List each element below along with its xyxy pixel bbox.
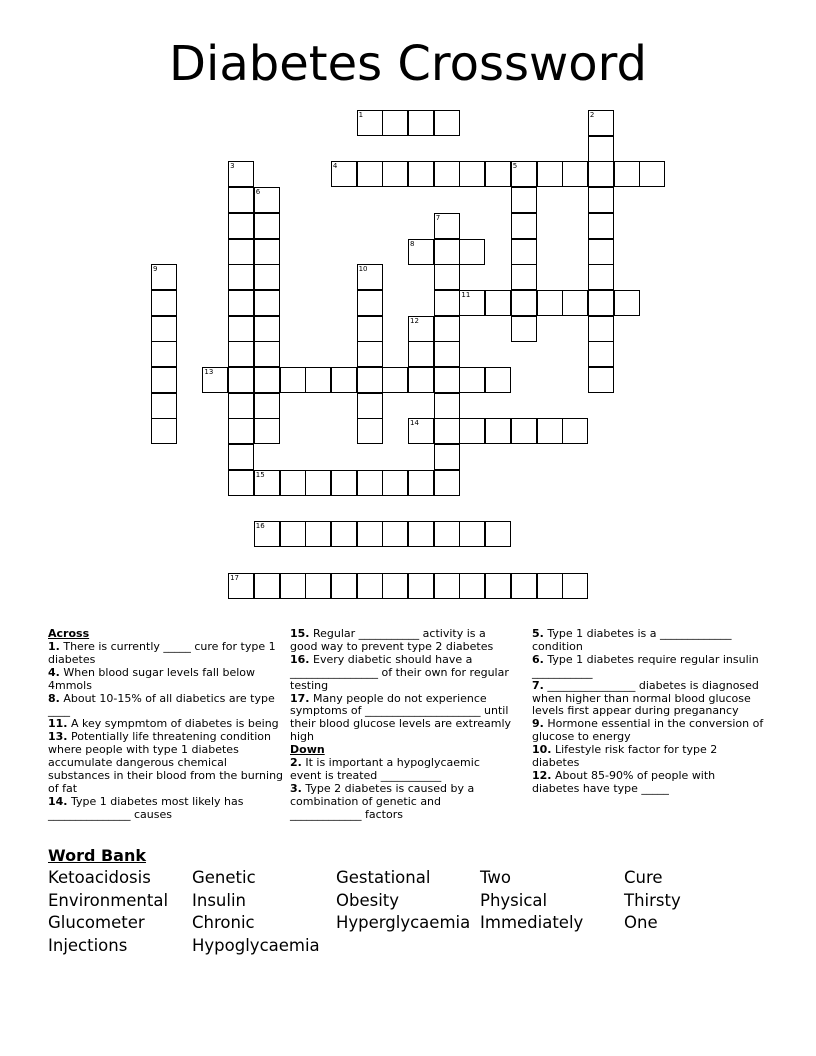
clue-number: 4.: [48, 665, 60, 679]
crossword-cell[interactable]: [485, 573, 511, 599]
clue-down-7: [532, 680, 764, 719]
crossword-cell[interactable]: [331, 573, 357, 599]
cell-number: 6: [255, 188, 261, 197]
crossword-cell[interactable]: [588, 264, 614, 290]
crossword-cell[interactable]: [459, 521, 485, 547]
crossword-cell[interactable]: [254, 418, 280, 444]
crossword-cell[interactable]: [305, 367, 331, 393]
clue-number: 9.: [532, 717, 544, 731]
crossword-cell[interactable]: [408, 239, 434, 265]
word-bank-item: Glucometer: [48, 913, 145, 933]
crossword-cell[interactable]: [357, 393, 383, 419]
clue-number: 16.: [290, 652, 310, 666]
crossword-cell[interactable]: [357, 521, 383, 547]
crossword-cell[interactable]: [382, 521, 408, 547]
cell-number: 2: [589, 111, 595, 119]
clue-down-10: [532, 744, 764, 770]
crossword-cell[interactable]: [408, 161, 434, 187]
crossword-cell[interactable]: [485, 521, 511, 547]
crossword-cell[interactable]: [511, 239, 537, 265]
crossword-cell[interactable]: [408, 573, 434, 599]
crossword-cell[interactable]: [459, 239, 485, 265]
crossword-cell[interactable]: [254, 367, 280, 393]
clue-column-3: [532, 628, 764, 796]
clue-number: 2.: [290, 756, 302, 770]
crossword-cell[interactable]: [254, 393, 280, 419]
crossword-cell[interactable]: [357, 367, 383, 393]
crossword-cell[interactable]: [562, 418, 588, 444]
crossword-cell[interactable]: [228, 573, 254, 599]
crossword-cell[interactable]: [434, 521, 460, 547]
crossword-cell[interactable]: [305, 521, 331, 547]
crossword-cell[interactable]: [588, 367, 614, 393]
clue-across-15: [290, 628, 512, 654]
clue-text: Type 2 diabetes is caused by a combination of genetic and _____________ factors: [290, 781, 475, 821]
cell-number: 9: [153, 265, 158, 274]
word-bank: [48, 867, 768, 957]
crossword-cell[interactable]: [254, 521, 280, 547]
crossword-cell[interactable]: [588, 110, 614, 136]
crossword-cell[interactable]: [151, 393, 177, 419]
down-heading: Down: [290, 743, 325, 757]
clue-number: 10.: [532, 743, 552, 757]
crossword-cell[interactable]: [151, 264, 177, 290]
cell-number: 5: [512, 162, 518, 171]
crossword-cell[interactable]: [459, 418, 485, 444]
clue-text: A key sympmtom of diabetes is being: [71, 717, 279, 731]
crossword-cell[interactable]: [228, 213, 254, 239]
clue-number: 8.: [48, 691, 60, 705]
crossword-cell[interactable]: [639, 161, 665, 187]
crossword-cell[interactable]: [228, 444, 254, 470]
crossword-cell[interactable]: [228, 470, 254, 496]
crossword-cell[interactable]: [434, 367, 460, 393]
clue-text: When blood sugar levels fall below 4mmols: [48, 665, 255, 692]
crossword-cell[interactable]: [331, 470, 357, 496]
clue-text: Type 1 diabetes require regular insulin ___________: [532, 652, 759, 679]
crossword-cell[interactable]: [228, 264, 254, 290]
clue-text: Lifestyle risk factor for type 2 diabetes: [532, 743, 718, 770]
crossword-cell[interactable]: [588, 316, 614, 342]
clue-across-17: [290, 693, 512, 745]
crossword-cell[interactable]: [459, 161, 485, 187]
word-bank-item: Injections: [48, 935, 128, 955]
crossword-cell[interactable]: [382, 470, 408, 496]
clue-text: Many people do not experience symptoms of _____________________ until their blood glucose levels are extreamly high: [290, 691, 512, 744]
word-bank-item: Ketoacidosis: [48, 868, 151, 887]
clue-text: About 85-90% of people with diabetes have type _____: [532, 768, 716, 795]
crossword-cell[interactable]: [357, 290, 383, 316]
crossword-cell[interactable]: [537, 290, 563, 316]
word-bank-item: Hypoglycaemia: [192, 935, 320, 955]
crossword-cell[interactable]: [305, 573, 331, 599]
cell-number: 1: [358, 111, 364, 119]
crossword-cell[interactable]: [228, 187, 254, 213]
crossword-cell[interactable]: [357, 573, 383, 599]
crossword-cell[interactable]: [562, 573, 588, 599]
clue-text: It is important a hypoglycaemic event is treated ___________: [290, 756, 480, 782]
word-bank-item: Environmental: [48, 890, 169, 910]
clue-down-5: [532, 628, 764, 654]
clue-number: 5.: [532, 627, 544, 640]
cell-number: 12: [410, 316, 419, 325]
clue-down-3: [290, 783, 512, 822]
crossword-cell[interactable]: [511, 161, 537, 187]
crossword-cell[interactable]: [331, 161, 357, 187]
crossword-cell[interactable]: [434, 239, 460, 265]
clue-text: About 10-15% of all diabetics are type ____: [48, 691, 275, 718]
clue-text: Hormone essential in the conversion of glucose to energy: [532, 717, 764, 744]
crossword-cell[interactable]: [459, 290, 485, 316]
crossword-cell[interactable]: [280, 367, 306, 393]
crossword-cell[interactable]: [151, 341, 177, 367]
crossword-cell[interactable]: [228, 367, 254, 393]
cell-number: 15: [255, 470, 265, 479]
crossword-cell[interactable]: [382, 573, 408, 599]
crossword-cell[interactable]: [228, 341, 254, 367]
clue-across-13: [48, 731, 284, 796]
clue-down-12: [532, 770, 764, 796]
crossword-cell[interactable]: [434, 264, 460, 290]
crossword-cell[interactable]: [305, 470, 331, 496]
crossword-cell[interactable]: [485, 290, 511, 316]
crossword-cell[interactable]: [202, 367, 228, 393]
crossword-cell[interactable]: [562, 290, 588, 316]
word-bank-title: Word Bank: [48, 846, 147, 865]
clue-number: 13.: [48, 730, 68, 744]
crossword-cell[interactable]: [408, 367, 434, 393]
across-heading: Across: [48, 627, 90, 640]
clue-text: Every diabetic should have a ________________ of their own for regular testing: [290, 652, 509, 692]
crossword-cell[interactable]: [357, 161, 383, 187]
crossword-cell[interactable]: [434, 316, 460, 342]
crossword-cell[interactable]: [408, 418, 434, 444]
cell-number: 8: [410, 239, 415, 248]
crossword-cell[interactable]: [588, 187, 614, 213]
word-bank-item: Obesity: [336, 890, 400, 910]
crossword-cell[interactable]: [434, 418, 460, 444]
crossword-cell[interactable]: [459, 367, 485, 393]
crossword-cell[interactable]: [357, 264, 383, 290]
crossword-cell[interactable]: [434, 290, 460, 316]
crossword-cell[interactable]: [614, 161, 640, 187]
clue-text: Type 1 diabetes most likely has _______________ causes: [48, 794, 244, 821]
crossword-cell[interactable]: [485, 418, 511, 444]
clue-across-14: [48, 796, 284, 822]
word-bank-item: Immediately: [480, 913, 584, 933]
crossword-cell[interactable]: [228, 161, 254, 187]
clue-across-8: [48, 693, 284, 719]
crossword-cell[interactable]: [331, 367, 357, 393]
crossword-cell[interactable]: [511, 418, 537, 444]
crossword-cell[interactable]: [408, 110, 434, 136]
clue-number: 17.: [290, 691, 310, 705]
crossword-cell[interactable]: [459, 573, 485, 599]
crossword-cell[interactable]: [511, 187, 537, 213]
crossword-cell[interactable]: [408, 470, 434, 496]
crossword-cell[interactable]: [357, 470, 383, 496]
word-bank-item: Cure: [624, 868, 663, 887]
crossword-cell[interactable]: [434, 444, 460, 470]
crossword-cell[interactable]: [485, 367, 511, 393]
crossword-cell[interactable]: [588, 136, 614, 162]
crossword-cell[interactable]: [280, 573, 306, 599]
crossword-cell[interactable]: [434, 393, 460, 419]
crossword-cell[interactable]: [228, 239, 254, 265]
crossword-cell[interactable]: [228, 290, 254, 316]
word-bank-item: Physical: [480, 890, 548, 910]
cell-number: 7: [435, 213, 441, 222]
word-bank-item: Thirsty: [624, 890, 681, 910]
clue-number: 7.: [532, 678, 544, 692]
clue-down-9: [532, 718, 764, 744]
crossword-cell[interactable]: [228, 418, 254, 444]
clue-number: 12.: [532, 768, 552, 782]
clue-text: ________________ diabetes is diagnosed when higher than normal blood glucose levels first appear during preganancy: [532, 678, 759, 718]
crossword-cell[interactable]: [434, 161, 460, 187]
clue-text: Regular ___________ activity is a good way to prevent type 2 diabetes: [290, 627, 494, 653]
cell-number: 17: [230, 573, 240, 582]
crossword-cell[interactable]: [280, 470, 306, 496]
crossword-cell[interactable]: [382, 110, 408, 136]
cell-number: 16: [255, 522, 265, 531]
crossword-cell[interactable]: [537, 161, 563, 187]
crossword-cell[interactable]: [151, 367, 177, 393]
word-bank-item: Chronic: [192, 913, 255, 933]
crossword-cell[interactable]: [588, 161, 614, 187]
crossword-cell[interactable]: [357, 418, 383, 444]
clue-number: 15.: [290, 627, 310, 640]
crossword-cell[interactable]: [357, 316, 383, 342]
crossword-cell[interactable]: [614, 290, 640, 316]
crossword-cell[interactable]: [228, 393, 254, 419]
crossword-cell[interactable]: [151, 290, 177, 316]
crossword-cell[interactable]: [588, 239, 614, 265]
crossword-cell[interactable]: [434, 110, 460, 136]
crossword-cell[interactable]: [280, 521, 306, 547]
crossword-cell[interactable]: [254, 264, 280, 290]
cell-number: 3: [230, 162, 235, 171]
crossword-cell[interactable]: [254, 187, 280, 213]
crossword-cell[interactable]: [254, 290, 280, 316]
crossword-cell[interactable]: [434, 341, 460, 367]
clue-across-4: [48, 667, 284, 693]
clue-number: 1.: [48, 639, 60, 653]
crossword-cell[interactable]: [151, 316, 177, 342]
crossword-cell[interactable]: [434, 470, 460, 496]
crossword-cell[interactable]: [511, 573, 537, 599]
word-bank-item: Hyperglycaemia: [336, 913, 471, 933]
clue-number: 14.: [48, 794, 68, 808]
crossword-cell[interactable]: [562, 161, 588, 187]
crossword-cell[interactable]: [254, 573, 280, 599]
crossword-cell[interactable]: [331, 521, 357, 547]
cell-number: 14: [410, 419, 419, 428]
cell-number: 4: [332, 162, 338, 171]
crossword-cell[interactable]: [382, 367, 408, 393]
clue-text: There is currently _____ cure for type 1 diabetes: [48, 639, 276, 666]
crossword-cell[interactable]: [382, 161, 408, 187]
crossword-cell[interactable]: [588, 341, 614, 367]
clue-number: 3.: [290, 781, 302, 795]
page-title: Diabetes Crossword: [169, 36, 647, 92]
word-bank-item: Two: [480, 868, 511, 887]
cell-number: 10: [358, 265, 368, 274]
clue-across-1: [48, 641, 284, 667]
crossword-cell[interactable]: [228, 316, 254, 342]
crossword-cell[interactable]: [151, 418, 177, 444]
crossword-cell[interactable]: [511, 290, 537, 316]
word-bank-item: Gestational: [336, 868, 431, 887]
clue-column-2: [290, 628, 512, 822]
crossword-cell[interactable]: [408, 521, 434, 547]
crossword-cell[interactable]: [254, 213, 280, 239]
crossword-cell[interactable]: [511, 213, 537, 239]
crossword-cell[interactable]: [511, 264, 537, 290]
crossword-cell[interactable]: [485, 161, 511, 187]
crossword-cell[interactable]: [511, 316, 537, 342]
clue-text: Potentially life threatening condition where people with type 1 diabetes accumulate dangerous chemical substances in their blood from the burning of fat: [48, 730, 284, 795]
word-bank-item: One: [624, 913, 658, 933]
word-bank-item: Insulin: [192, 890, 247, 910]
crossword-cell[interactable]: [408, 341, 434, 367]
crossword-cell[interactable]: [254, 341, 280, 367]
crossword-cell[interactable]: [588, 213, 614, 239]
crossword-cell[interactable]: [254, 316, 280, 342]
crossword-cell[interactable]: [254, 470, 280, 496]
crossword-cell[interactable]: [408, 316, 434, 342]
crossword-cell[interactable]: [357, 341, 383, 367]
cell-number: 13: [204, 368, 214, 376]
crossword-cell[interactable]: [537, 573, 563, 599]
crossword-cell[interactable]: [588, 290, 614, 316]
crossword-cell[interactable]: [434, 573, 460, 599]
clue-text: Type 1 diabetes is a _____________ condition: [532, 627, 732, 653]
clue-down-6: [532, 654, 764, 680]
cell-number: 11: [461, 290, 471, 299]
clue-across-16: [290, 654, 512, 693]
clue-number: 6.: [532, 652, 544, 666]
crossword-cell[interactable]: [434, 213, 460, 239]
crossword-cell[interactable]: [537, 418, 563, 444]
crossword-cell[interactable]: [357, 110, 383, 136]
clue-column-1: [48, 628, 284, 822]
word-bank-item: Genetic: [192, 868, 256, 887]
clue-down-2: [290, 757, 512, 783]
clue-number: 11.: [48, 717, 68, 731]
crossword-cell[interactable]: [254, 239, 280, 265]
